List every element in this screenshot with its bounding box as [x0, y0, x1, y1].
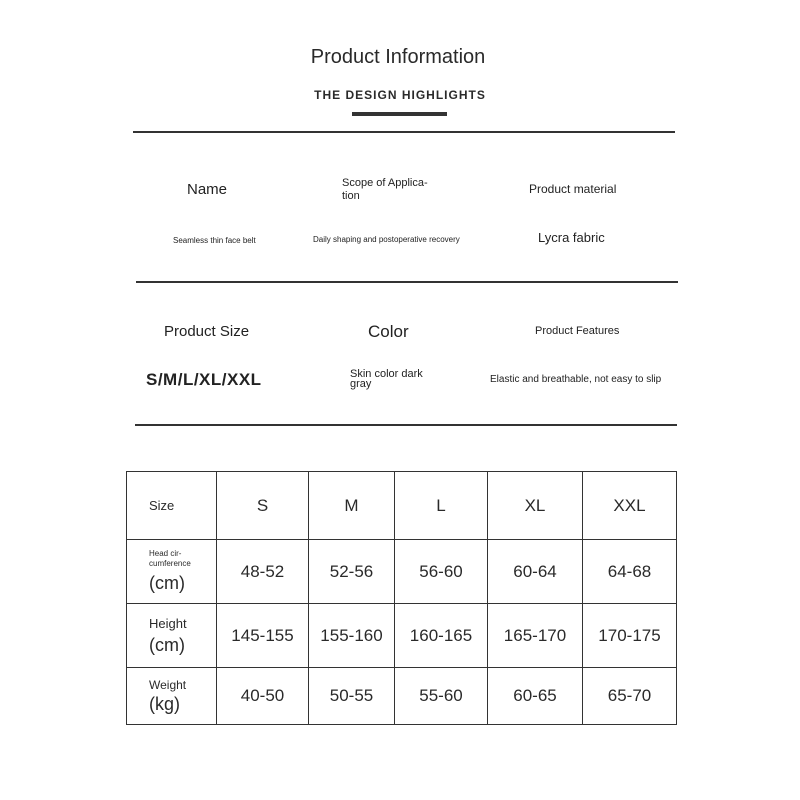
table-cell: 64-68 [583, 540, 677, 604]
table-cell: 48-52 [217, 540, 309, 604]
table-cell: 56-60 [395, 540, 488, 604]
table-cell: 52-56 [309, 540, 395, 604]
table-cell: 155-160 [309, 604, 395, 668]
table-cell: 60-65 [488, 668, 583, 725]
name-label: Name [187, 181, 228, 198]
material-label: Product material [529, 182, 617, 196]
subtitle-underline [352, 112, 447, 116]
size-chart-table [126, 471, 677, 725]
color-value [350, 369, 423, 390]
size-header-xxl: XXL [583, 472, 677, 540]
head-label-line2: cumference [149, 559, 191, 568]
page-title: Product Information [310, 46, 486, 68]
head-unit: (cm) [149, 572, 185, 593]
scope-label [342, 177, 428, 202]
features-value: Elastic and breathable, not easy to slip [490, 374, 662, 385]
height-label: Height [149, 615, 187, 631]
scope-label-line2: tion [342, 189, 360, 202]
table-cell: 55-60 [395, 668, 488, 725]
size-header-m: M [309, 472, 395, 540]
size-header-s: S [217, 472, 309, 540]
table-cell: 50-55 [309, 668, 395, 725]
scope-value: Daily shaping and postoperative recovery [313, 235, 460, 244]
table-cell: 60-64 [488, 540, 583, 604]
weight-row-header [127, 668, 217, 725]
size-header-l: L [395, 472, 488, 540]
features-label: Product Features [535, 325, 620, 337]
table-cell: 65-70 [583, 668, 677, 725]
divider-bottom [135, 424, 677, 426]
scope-label-line1: Scope of Applica- [342, 177, 428, 189]
name-value: Seamless thin face belt [173, 236, 256, 245]
table-cell: 170-175 [583, 604, 677, 668]
table-cell: 165-170 [488, 604, 583, 668]
size-value: S/M/L/XL/XXL [146, 370, 262, 389]
color-value-line2: gray [350, 378, 372, 391]
size-corner-cell: Size [127, 472, 217, 540]
table-cell: 40-50 [217, 668, 309, 725]
size-header-xl: XL [488, 472, 583, 540]
weight-unit: (kg) [149, 693, 180, 714]
weight-label: Weight [149, 677, 187, 692]
table-header-row [127, 472, 677, 540]
color-value-line1: Skin color dark [350, 368, 423, 380]
head-circumference-row-header [127, 540, 217, 604]
divider-top [133, 131, 675, 133]
table-row [127, 668, 677, 725]
table-cell: 145-155 [217, 604, 309, 668]
size-label: Product Size [164, 323, 250, 340]
color-label: Color [368, 322, 409, 341]
table-row [127, 604, 677, 668]
head-label-line1: Head cir- [149, 549, 182, 559]
height-row-header [127, 604, 217, 668]
divider-middle [136, 281, 678, 283]
material-value: Lycra fabric [538, 230, 605, 245]
table-row [127, 540, 677, 604]
section-subtitle: THE DESIGN HIGHLIGHTS [314, 88, 486, 102]
height-unit: (cm) [149, 634, 185, 655]
table-cell: 160-165 [395, 604, 488, 668]
